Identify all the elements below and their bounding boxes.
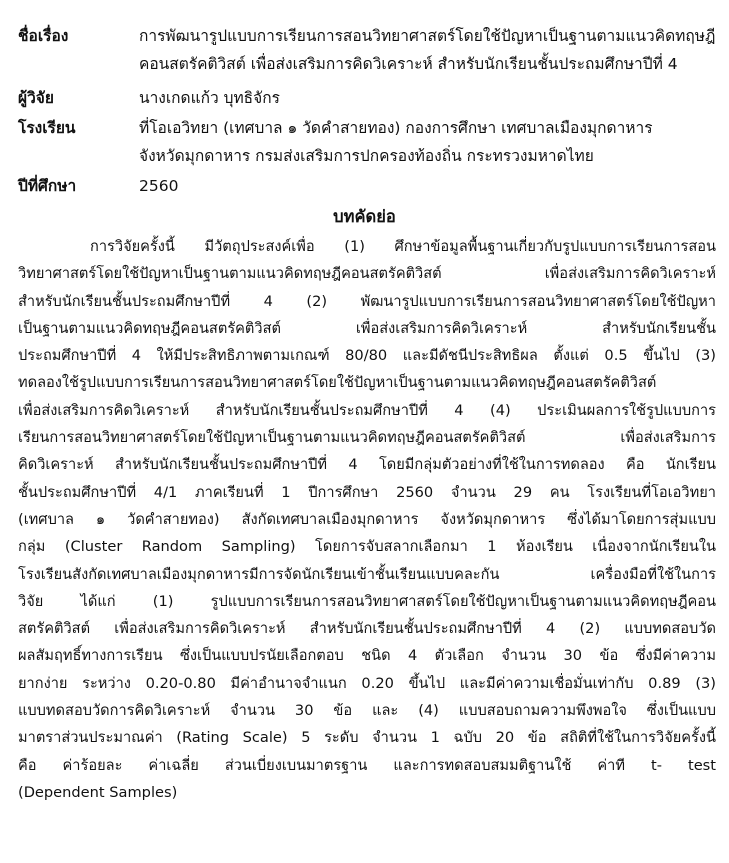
abstract-line: สำหรับนักเรียนชั้นประถมศึกษาปีที่ 4 (2) พัฒนารูปแบบการเรียนการสอนวิทยาศาสตร์โดยใช้ปัญหา (18, 292, 716, 310)
abstract-line: วิทยาศาสตร์โดยใช้ปัญหาเป็นฐานตามแนวคิดทฤษฎีคอนสตรัคติวิสต์ เพื่อส่งเสริมการคิดวิเคราะห์ (18, 265, 716, 283)
abstract-line: สตรัคติวิสต์ เพื่อส่งเสริมการคิดวิเคราะห์ สำหรับนักเรียนชั้นประถมศึกษาปีที่ 4 (2) แบบทดสอบวัด (18, 620, 716, 638)
year-value (139, 172, 719, 200)
abstract-line: เป็นฐานตามแนวคิดทฤษฎีคอนสตรัคติวิสต์ เพื่อส่งเสริมการคิดวิเคราะห์ สำหรับนักเรียนชั้น (18, 319, 716, 337)
researcher-value (139, 84, 719, 112)
title-line: คอนสตรัคติวิสต์ เพื่อส่งเสริมการคิดวิเคราะห์ สำหรับนักเรียนชั้นประถมศึกษาปีที่ 4 (139, 55, 678, 73)
abstract-line: ทดลองใช้รูปแบบการเรียนการสอนวิทยาศาสตร์โดยใช้ปัญหาเป็นฐานตามแนวคิดทฤษฎีคอนสตรัคติวิสต์ (18, 374, 657, 392)
abstract-line: แบบทดสอบวัดการคิดวิเคราะห์ จำนวน 30 ข้อ และ (4) แบบสอบถามความพึงพอใจ ซึ่งเป็นแบบ (18, 702, 716, 720)
abstract-body (18, 233, 716, 806)
abstract-line: มาตราส่วนประมาณค่า (Rating Scale) 5 ระดับ จำนวน 1 ฉบับ 20 ข้อ สถิติที่ใช้ในการวิจัยครั้งนี้ (18, 729, 716, 747)
school-line: จังหวัดมุกดาหาร กรมส่งเสริมการปกครองท้องถิ่น กระทรวงมหาดไทย (139, 147, 594, 165)
abstract-line: ชั้นประถมศึกษาปีที่ 4/1 ภาคเรียนที่ 1 ปีการศึกษา 2560 จำนวน 29 คน โรงเรียนที่โอเอวิทยา (18, 483, 716, 501)
abstract-line: การวิจัยครั้งนี้ มีวัตถุประสงค์เพื่อ (1) ศึกษาข้อมูลพื้นฐานเกี่ยวกับรูปแบบการเรียนการสอน (90, 238, 716, 255)
abstract-line: (เทศบาล ๑ วัดคำสายทอง) สังกัดเทศบาลเมืองมุกดาหาร จังหวัดมุกดาหาร ซึ่งได้มาโดยการสุ่มแบบ (18, 510, 716, 528)
abstract-line: ยากง่าย ระหว่าง 0.20-0.80 มีค่าอำนาจจำแนก 0.20 ขึ้นไป และมีค่าความเชื่อมั่นเท่ากับ 0.89 (3) (18, 674, 716, 692)
school-value (139, 114, 719, 170)
abstract-line: วิจัย ได้แก่ (1) รูปแบบการเรียนการสอนวิทยาศาสตร์โดยใช้ปัญหาเป็นฐานตามแนวคิดทฤษฎีคอน (18, 592, 716, 610)
abstract-line: เรียนการสอนวิทยาศาสตร์โดยใช้ปัญหาเป็นฐานตามแนวคิดทฤษฎีคอนสตรัคติวิสต์ เพื่อส่งเสริมการ (18, 429, 716, 447)
year-label: ปีที่ศึกษา (18, 177, 77, 195)
abstract-line: (Dependent Samples) (18, 783, 178, 801)
school-line: ที่โอเอวิทยา (เทศบาล ๑ วัดคำสายทอง) กองการศึกษา เทศบาลเมืองมุกดาหาร (139, 119, 653, 137)
researcher-label: ผู้วิจัย (18, 89, 54, 107)
title-value (139, 22, 719, 78)
abstract-line: เพื่อส่งเสริมการคิดวิเคราะห์ สำหรับนักเรียนชั้นประถมศึกษาปีที่ 4 (4) ประเมินผลการใช้รูปแบบการ (18, 401, 716, 419)
abstract-line: โรงเรียนสังกัดเทศบาลเมืองมุกดาหารมีการจัดนักเรียนเข้าชั้นเรียนแบบคละกัน เครื่องมือที่ใช้ในการ (18, 565, 716, 583)
abstract-line: ผลสัมฤทธิ์ทางการเรียน ซึ่งเป็นแบบปรนัยเลือกตอบ ชนิด 4 ตัวเลือก จำนวน 30 ข้อ ซึ่งมีค่าความ (18, 647, 716, 665)
researcher-name: นางเกดแก้ว บุทธิจักร (139, 89, 280, 107)
abstract-line: กลุ่ม (Cluster Random Sampling) โดยการจับสลากเลือกมา 1 ห้องเรียน เนื่องจากนักเรียนใน (18, 538, 716, 556)
abstract-line: คิดวิเคราะห์ สำหรับนักเรียนชั้นประถมศึกษาปีที่ 4 โดยมีกลุ่มตัวอย่างที่ใช้ในการทดลอง คือ นักเรียน (18, 456, 716, 474)
year-text: 2560 (139, 177, 179, 195)
abstract-heading: บทคัดย่อ (333, 207, 396, 226)
abstract-line: ประถมศึกษาปีที่ 4 ให้มีประสิทธิภาพตามเกณฑ์ 80/80 และมีดัชนีประสิทธิผล ตั้งแต่ 0.5 ขึ้นไป (3) (18, 347, 716, 365)
abstract-line: คือ ค่าร้อยละ ค่าเฉลี่ย ส่วนเบี่ยงเบนมาตรฐาน และการทดสอบสมมติฐานใช้ ค่าที t- test (18, 756, 716, 774)
title-label: ชื่อเรื่อง (18, 27, 69, 45)
school-label: โรงเรียน (18, 119, 76, 137)
title-line: การพัฒนารูปแบบการเรียนการสอนวิทยาศาสตร์โดยใช้ปัญหาเป็นฐานตามแนวคิดทฤษฎี (139, 27, 716, 45)
